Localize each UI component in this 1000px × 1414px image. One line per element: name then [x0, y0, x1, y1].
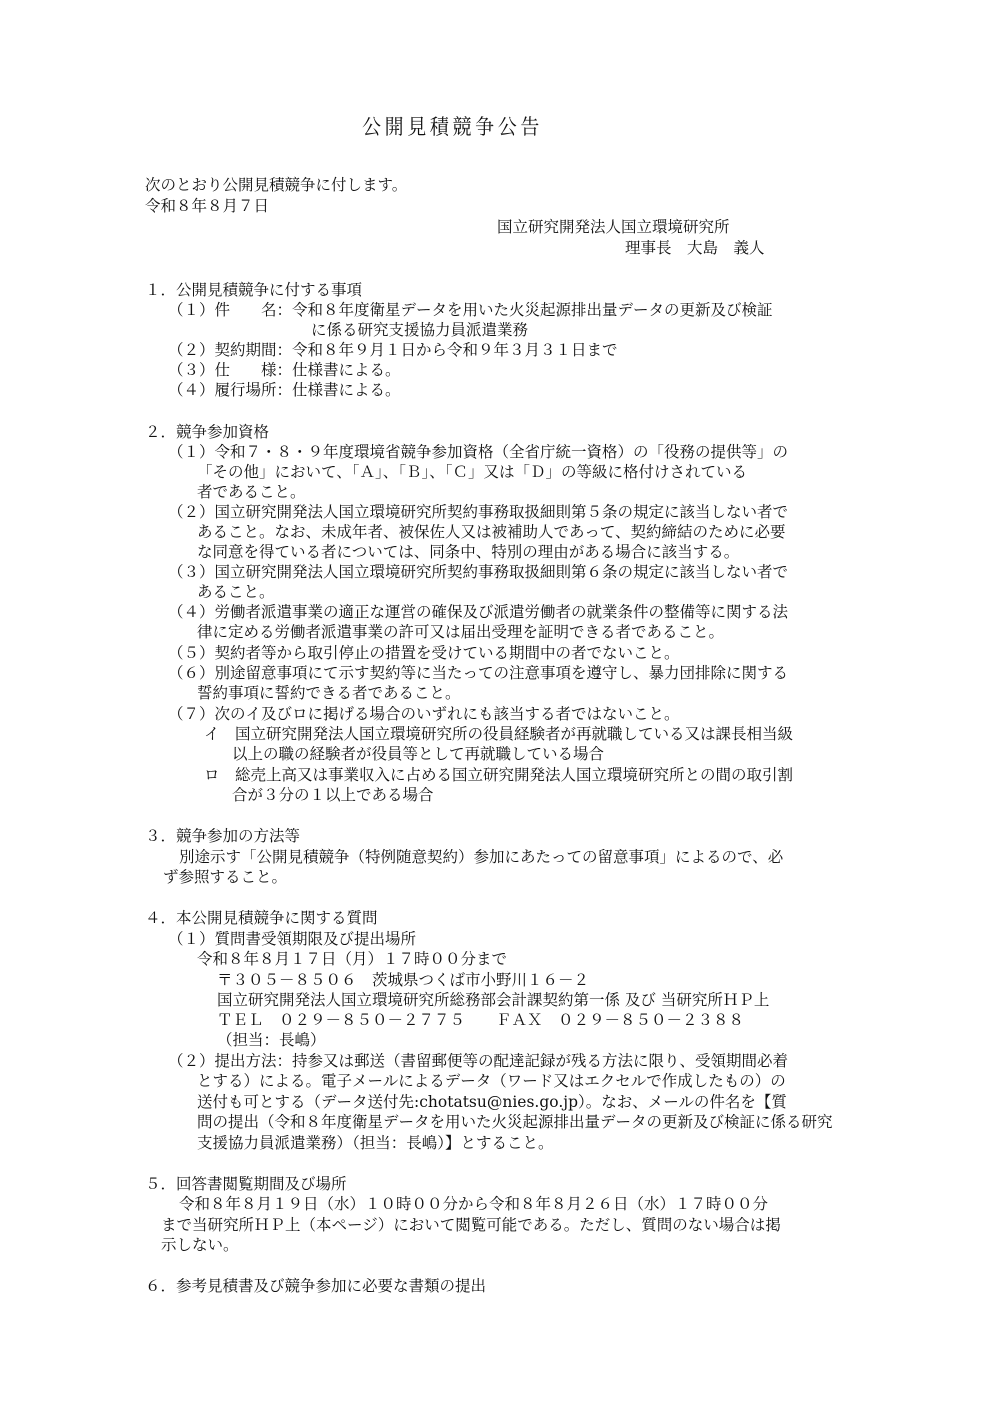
- s2-line: 合が３分の１以上である場合: [232, 786, 434, 804]
- section-1-heading: １．公開見積競争に付する事項: [145, 281, 363, 299]
- s3-line: ず参照すること。: [163, 868, 288, 886]
- s4-line: （２）提出方法：持参又は郵送（書留郵便等の配達記録が残る方法に限り、受領期間必着: [168, 1052, 789, 1070]
- s4-line: 送付も可とする（データ送付先:chotatsu@nies.go.jp）。なお、メールの件名を【質: [197, 1093, 787, 1111]
- s3-line: 別途示す「公開見積競争（特例随意契約）参加にあたっての留意事項」によるので、必: [179, 848, 784, 866]
- s4-line: 支援協力員派遣業務）（担当：長嶋）】とすること。: [197, 1134, 554, 1152]
- page-title: 公開見積競争公告: [362, 115, 543, 139]
- s2-line: （５）契約者等から取引停止の措置を受けている期間中の者でないこと。: [168, 644, 680, 662]
- s4-line: 令和８年８月１７日（月）１７時００分まで: [197, 950, 508, 968]
- s2-line: （３）国立研究開発法人国立環境研究所契約事務取扱細則第６条の規定に該当しない者で: [168, 563, 789, 581]
- s2-line: （４）労働者派遣事業の適正な運営の確保及び派遣労働者の就業条件の整備等に関する法: [168, 603, 789, 621]
- s4-line: ＴＥＬ ０２９－８５０－２７７５ ＦＡＸ ０２９－８５０－２３８８: [217, 1011, 745, 1029]
- issuer-person: 理事長 大島 義人: [625, 239, 765, 257]
- section-3-heading: ３．競争参加の方法等: [145, 827, 301, 845]
- s2-line: （１）令和７・８・９年度環境省競争参加資格（全省庁統一資格）の「役務の提供等」の: [168, 443, 789, 461]
- s1-line: （３）仕 様：仕様書による。: [168, 361, 401, 379]
- s2-line: 誓約事項に誓約できる者であること。: [197, 684, 461, 702]
- s4-line: 問の提出（令和８年度衛星データを用いた火災起源排出量データの更新及び検証に係る研究: [197, 1113, 833, 1131]
- section-2-heading: ２．競争参加資格: [145, 423, 270, 441]
- section-6-heading: ６．参考見積書及び競争参加に必要な書類の提出: [145, 1277, 487, 1295]
- section-4-heading: ４．本公開見積競争に関する質問: [145, 909, 378, 927]
- s2-line: 律に定める労働者派遣事業の許可又は届出受理を証明できる者であること。: [197, 623, 725, 641]
- issuer-org: 国立研究開発法人国立環境研究所: [497, 218, 730, 236]
- s4-line: 〒３０５－８５０６ 茨城県つくば市小野川１６－２: [217, 971, 590, 989]
- s4-line: 国立研究開発法人国立環境研究所総務部会計課契約第一係 及び 当研究所ＨＰ上: [217, 991, 770, 1009]
- section-5-heading: ５．回答書閲覧期間及び場所: [145, 1175, 347, 1193]
- s1-line: （４）履行場所：仕様書による。: [168, 381, 401, 399]
- s4-line: （担当：長嶋）: [217, 1031, 326, 1049]
- s1-line: （１）件 名：令和８年度衛星データを用いた火災起源排出量データの更新及び検証: [168, 301, 773, 319]
- s2-line: （６）別途留意事項にて示す契約等に当たっての注意事項を遵守し、暴力団排除に関する: [168, 664, 789, 682]
- s5-line: 示しない。: [161, 1236, 239, 1254]
- s1-line: に係る研究支援協力員派遣業務: [311, 321, 529, 339]
- s2-line: 者であること。: [197, 483, 306, 501]
- s2-line: あること。なお、未成年者、被保佐人又は被補助人であって、契約締結のために必要: [197, 523, 786, 541]
- s1-line: （２）契約期間：令和８年９月１日から令和９年３月３１日まで: [168, 341, 618, 359]
- s2-line: 「その他」において、「Ａ」、「Ｂ」、「Ｃ」又は「Ｄ」の等級に格付けされている: [197, 463, 747, 481]
- s2-line: ロ 総売上高又は事業収入に占める国立研究開発法人国立環境研究所との間の取引割: [204, 766, 794, 784]
- s2-line: あること。: [197, 583, 275, 601]
- s2-line: （２）国立研究開発法人国立環境研究所契約事務取扱細則第５条の規定に該当しない者で: [168, 503, 789, 521]
- notice-date: 令和８年８月７日: [145, 197, 270, 215]
- intro-text: 次のとおり公開見積競争に付します。: [145, 176, 408, 194]
- s4-line: （１）質問書受領期限及び提出場所: [168, 930, 417, 948]
- s5-line: 令和８年８月１９日（水）１０時００分から令和８年８月２６日（水）１７時００分: [179, 1195, 769, 1213]
- s2-line: 以上の職の経験者が役員等として再就職している場合: [232, 745, 605, 763]
- s4-line: とする）による。電子メールによるデータ（ワード又はエクセルで作成したもの）の: [197, 1072, 786, 1090]
- s5-line: まで当研究所ＨＰ上（本ページ）において閲覧可能である。ただし、質問のない場合は掲: [161, 1216, 781, 1234]
- s2-line: イ 国立研究開発法人国立環境研究所の役員経験者が再就職している又は課長相当級: [204, 725, 794, 743]
- s2-line: な同意を得ている者については、同条中、特別の理由がある場合に該当する。: [197, 543, 740, 561]
- s2-line: （７）次のイ及びロに掲げる場合のいずれにも該当する者ではないこと。: [168, 705, 680, 723]
